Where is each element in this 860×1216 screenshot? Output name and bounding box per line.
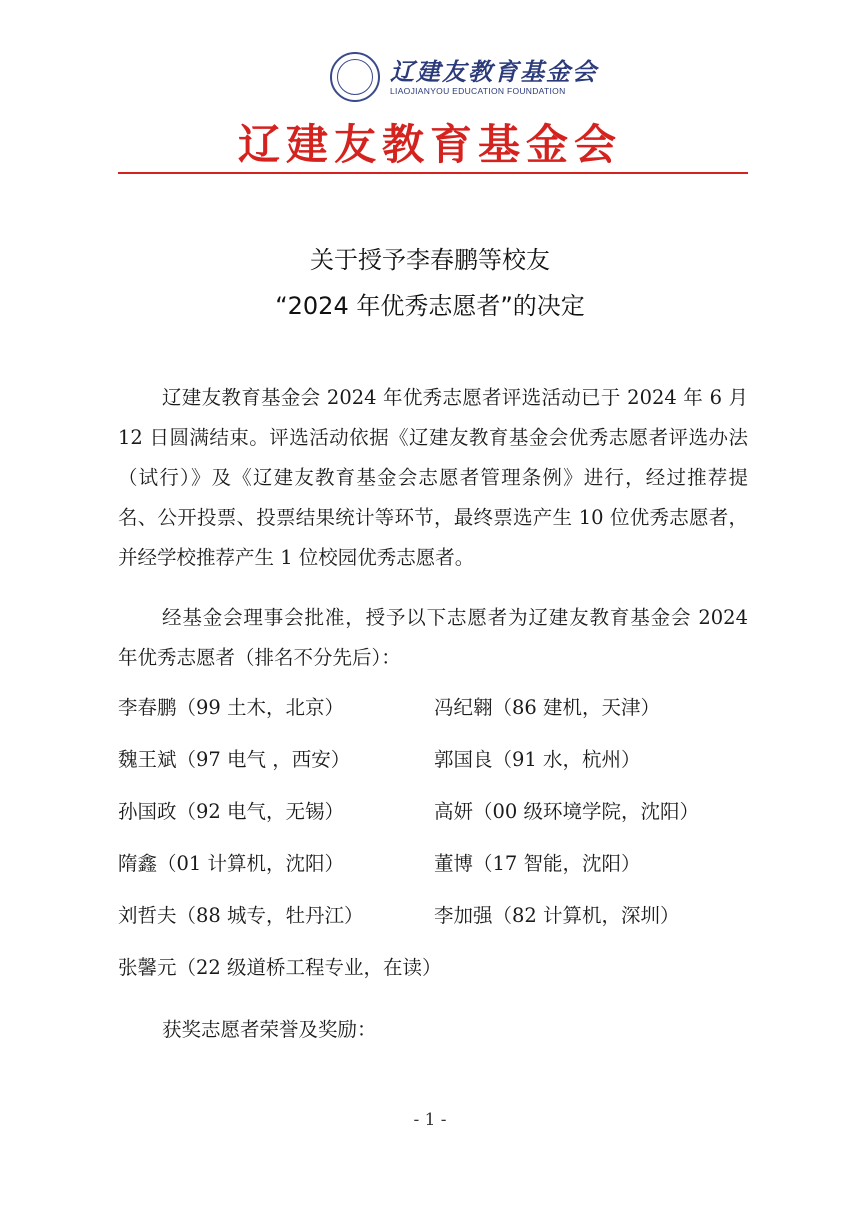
awardee-item: 李春鹏（99 土木，北京） <box>118 696 345 719</box>
awardee-item: 冯纪翱（86 建机，天津） <box>434 696 661 719</box>
university-seal-icon <box>330 52 380 102</box>
rewards-heading: 获奖志愿者荣誉及奖励： <box>162 1018 377 1041</box>
awardee-item: 李加强（82 计算机，深圳） <box>434 904 680 927</box>
page-number: - 1 - <box>413 1110 447 1130</box>
organization-title: 辽建友教育基金会 <box>237 120 622 169</box>
logo-english-name: LIAOJIANYOU EDUCATION FOUNDATION <box>390 86 566 96</box>
awardee-item: 张馨元（22 级道桥工程专业，在读） <box>118 956 442 979</box>
paragraph-announcement: 辽建友教育基金会 2024 年优秀志愿者评选活动已于 2024 年 6 月 12 日圆满结束。评选活动依据《辽建友教育基金会优秀志愿者评选办法（试行）》及《辽建友教育基金会志愿者管理条例》进行，经过推荐提名、公开投票、投票结果统计等环节，最终票选产生 10 位优秀志愿者，并经学校推荐产生 1 位校园优秀志愿者。 <box>118 386 748 569</box>
awardee-item: 董博（17 智能，沈阳） <box>434 852 641 875</box>
awardee-item: 刘哲夫（88 城专，牡丹江） <box>118 904 364 927</box>
paragraph-approval: 经基金会理事会批准，授予以下志愿者为辽建友教育基金会 2024 年优秀志愿者（排名不分先后）： <box>118 606 748 669</box>
awardee-item: 郭国良（91 水，杭州） <box>434 748 641 771</box>
foundation-logo <box>330 52 598 102</box>
document-title-line1: 关于授予李春鹏等校友 <box>310 246 550 274</box>
logo-chinese-name: 辽建友教育基金会 <box>390 57 598 86</box>
awardee-item: 孙国政（92 电气，无锡） <box>118 800 345 823</box>
awardee-item: 高妍（00 级环境学院，沈阳） <box>434 800 700 823</box>
awardee-item: 隋鑫（01 计算机，沈阳） <box>118 852 345 875</box>
document-title-line2: “2024 年优秀志愿者”的决定 <box>275 292 585 320</box>
awardee-item: 魏王斌（97 电气 ，西安） <box>118 748 351 771</box>
seal-center <box>337 59 373 95</box>
header-divider <box>118 172 748 174</box>
logo-text <box>390 58 598 96</box>
